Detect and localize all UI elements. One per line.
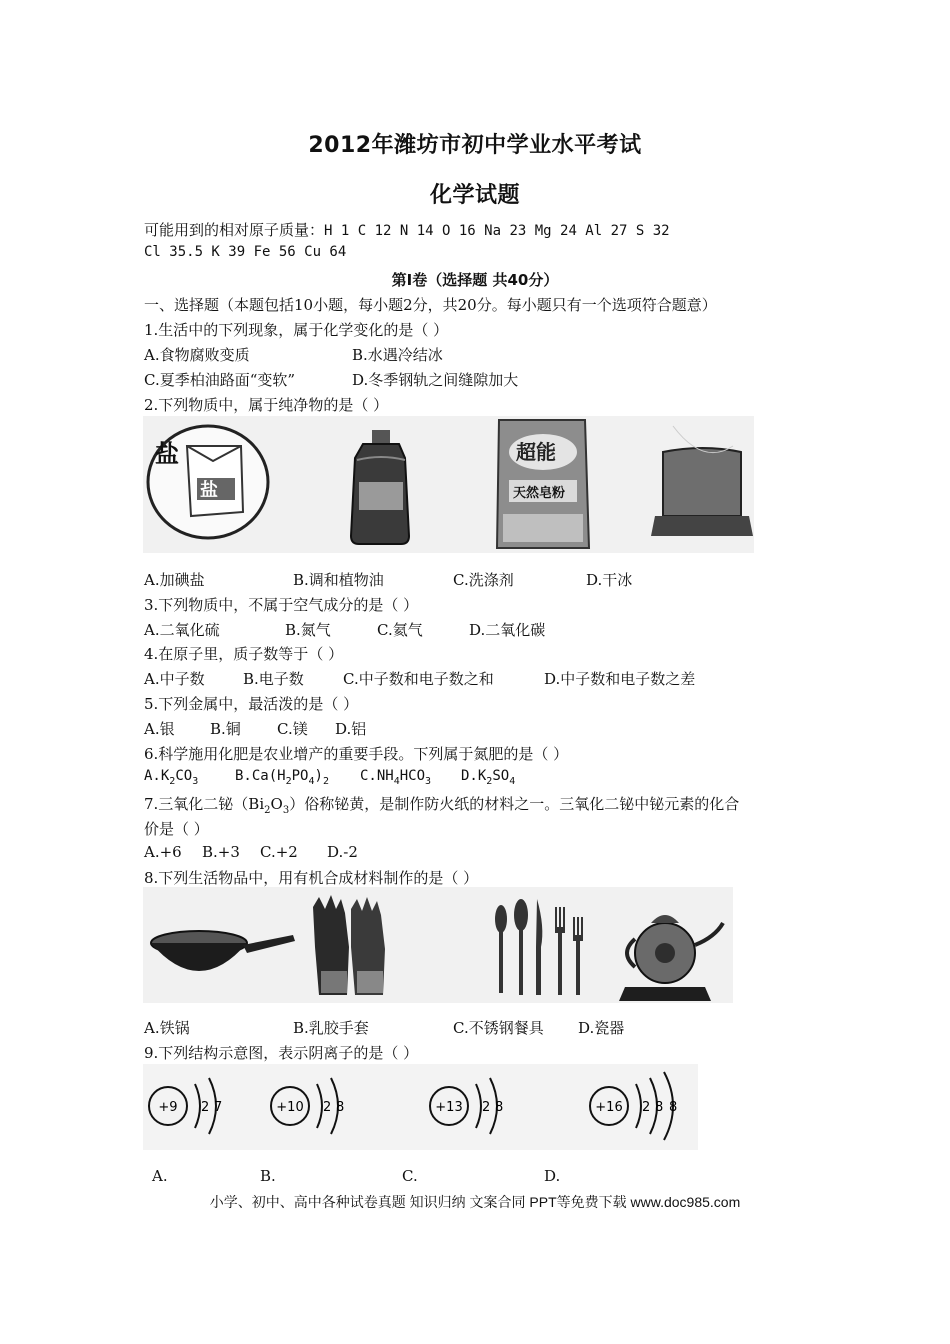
q9-stem: 9.下列结构示意图，表示阴离子的是（ ） [144, 1044, 419, 1062]
q3-option-d: D.二氧化碳 [469, 621, 546, 639]
shell-b-2: 8 [336, 1100, 345, 1115]
nucleus-charge-a: +9 [158, 1100, 178, 1115]
nucleus-charge-d: +16 [595, 1100, 623, 1115]
q6-stem: 6.科学施用化肥是农业增产的重要手段。下列属于氮肥的是（ ） [144, 745, 569, 763]
q8-photos [143, 887, 733, 1003]
q8-option-b: B.乳胶手套 [293, 1019, 369, 1037]
q3-option-a: A.二氧化硫 [144, 621, 220, 639]
q6-option-c: $C.NH_4HCO_3$ [360, 768, 432, 787]
cutlery-photo [495, 899, 583, 995]
detergent-subtitle: 天然皂粉 [513, 486, 566, 501]
q5-stem: 5.下列金属中，最活泼的是（ ） [144, 695, 359, 713]
shell-c-1: 2 [482, 1100, 491, 1115]
q9-structure-diagrams [143, 1064, 698, 1150]
q5-option-c: C.镁 [277, 720, 308, 738]
iodized-salt-photo [148, 426, 268, 538]
teapot-photo [619, 915, 723, 1001]
q2-option-a: A.加碘盐 [144, 571, 205, 589]
structure-diagram-b [271, 1078, 344, 1134]
shell-a-1: 2 [201, 1100, 210, 1115]
atomic-mass-values-1: H 1 C 12 N 14 O 16 Na 23 Mg 24 Al 27 S 32 [324, 223, 670, 239]
section-heading: 第Ⅰ卷（选择题 共40分） [391, 271, 559, 289]
q2-stem: 2.下列物质中，属于纯净物的是（ ） [144, 396, 389, 414]
q4-option-b: B.电子数 [243, 670, 304, 688]
q4-option-c: C.中子数和电子数之和 [343, 670, 494, 688]
q1-option-a: A.食物腐败变质 [144, 346, 250, 364]
q2-option-d: D.干冰 [586, 571, 633, 589]
q7-stem-line-2: 价是（ ） [144, 820, 209, 838]
q8-option-c: C.不锈钢餐具 [453, 1019, 544, 1037]
shell-b-1: 2 [323, 1100, 332, 1115]
q4-option-d: D.中子数和电子数之差 [544, 670, 696, 688]
q7-option-b: B.+3 [202, 843, 240, 861]
q5-option-d: D.铝 [335, 720, 367, 738]
q5-option-b: B.铜 [210, 720, 241, 738]
q2-image-strip [143, 416, 754, 553]
structure-diagram-a [149, 1078, 222, 1134]
q4-stem: 4.在原子里，质子数等于（ ） [144, 645, 344, 663]
salt-bag-char: 盐 [200, 480, 218, 501]
q2-option-b: B.调和植物油 [293, 571, 384, 589]
structure-diagram-d [590, 1072, 677, 1140]
shell-d-1: 2 [642, 1100, 651, 1115]
q9-option-a: A. [152, 1167, 168, 1185]
q6-option-a: $A.K_2CO_3$ [144, 768, 199, 787]
q1-option-d: D.冬季钢轨之间缝隙加大 [352, 371, 519, 389]
q7-option-d: D.-2 [327, 843, 358, 861]
q3-option-b: B.氮气 [285, 621, 331, 639]
section-instruction: 一、选择题（本题包括10小题，每小题2分，共20分。每小题只有一个选项符合题意） [144, 296, 717, 314]
q3-stem: 3.下列物质中，不属于空气成分的是（ ） [144, 596, 419, 614]
atomic-mass-values-2: Cl 35.5 K 39 Fe 56 Cu 64 [144, 244, 347, 260]
shell-a-2: 7 [214, 1100, 223, 1115]
q7-option-a: A.+6 [144, 843, 182, 861]
q7-stem: 7.三氧化二铋$(Bi_2O_3)$俗称铋黄，是制作防火纸的材料之一。三氧化二铋中铋元素的化合 [144, 795, 740, 816]
gloves-photo [313, 895, 385, 995]
exam-title: 2012年潍坊市初中学业水平考试 [308, 133, 642, 158]
dry-ice-photo [651, 426, 753, 536]
q2-photos [143, 416, 754, 553]
atomic-mass-label: 可能用到的相对原子质量： [144, 221, 325, 239]
footer-text: 小学、初中、高中各种试卷真题 知识归纳 文案合同 PPT等免费下载 www.doc985.com [209, 1194, 741, 1210]
q1-option-c: C.夏季柏油路面“变软” [144, 371, 296, 389]
q8-option-a: A.铁锅 [144, 1019, 190, 1037]
wok-photo [151, 931, 295, 971]
shell-d-2: 8 [655, 1100, 664, 1115]
q1-option-b: B.水遇冷结冰 [352, 346, 443, 364]
detergent-brand: 超能 [516, 440, 556, 464]
q8-option-d: D.瓷器 [578, 1019, 625, 1037]
q6-option-b: $B.Ca(H_2PO_4)_2$ [235, 768, 329, 787]
detergent-bag-photo [497, 420, 589, 548]
q9-option-d: D. [544, 1167, 561, 1185]
shell-c-2: 8 [495, 1100, 504, 1115]
q7-option-c: C.+2 [260, 843, 298, 861]
q8-stem: 8.下列生活物品中，用有机合成材料制作的是（ ） [144, 869, 479, 887]
q3-option-c: C.氦气 [377, 621, 423, 639]
q5-option-a: A.银 [144, 720, 175, 738]
structure-diagram-c [430, 1078, 503, 1134]
salt-char: 盐 [155, 440, 179, 468]
nucleus-charge-c: +13 [435, 1100, 463, 1115]
q9-option-b: B. [260, 1167, 276, 1185]
exam-subtitle: 化学试题 [429, 183, 520, 208]
shell-d-3: 8 [669, 1100, 678, 1115]
atomic-mass-line-1 [144, 219, 670, 240]
oil-bottle-photo [351, 430, 409, 544]
q2-option-c: C.洗涤剂 [453, 571, 514, 589]
nucleus-charge-b: +10 [276, 1100, 304, 1115]
q9-option-c: C. [402, 1167, 418, 1185]
q9-diagram-strip [143, 1064, 698, 1150]
q8-image-strip [143, 887, 733, 1003]
q1-stem: 1.生活中的下列现象，属于化学变化的是（ ） [144, 321, 449, 339]
q4-option-a: A.中子数 [144, 670, 205, 688]
q6-option-d: $D.K_2SO_4$ [461, 768, 516, 787]
